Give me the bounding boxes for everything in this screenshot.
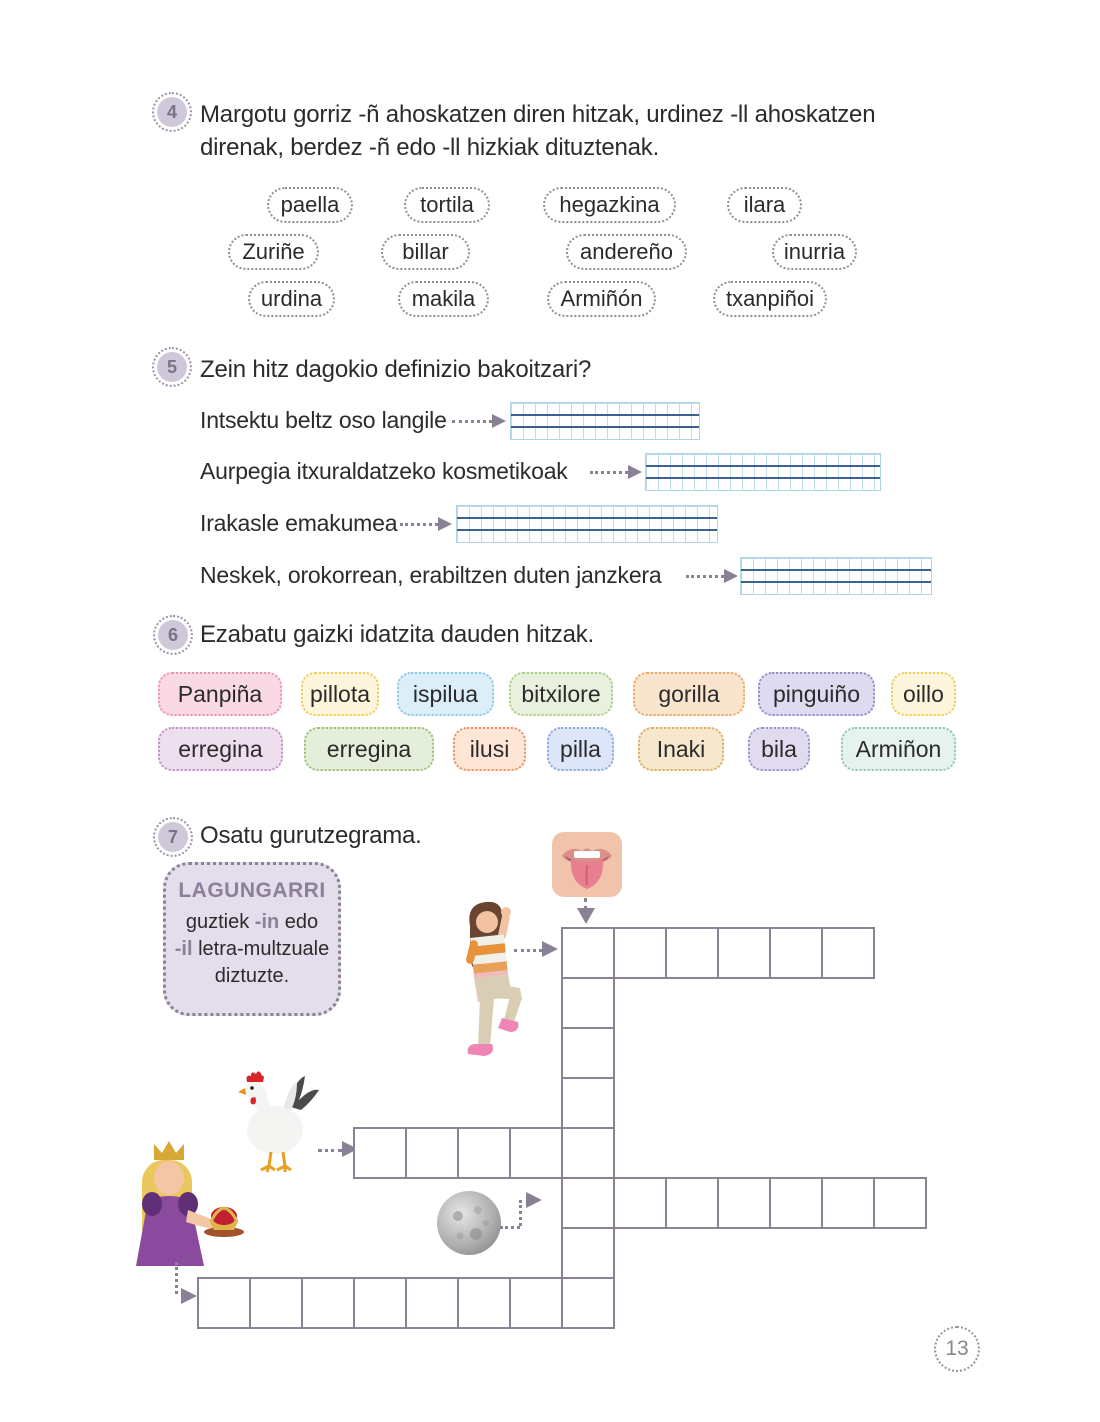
exercise-5-title: Zein hitz dagokio definizio bakoitzari? <box>200 356 592 383</box>
word-chip-ex6-4: bitxilore <box>509 672 613 716</box>
crossword-cell-moon-across-3 <box>665 1177 719 1229</box>
hen-image <box>237 1066 325 1178</box>
definition-arrow-dots-2 <box>590 471 628 474</box>
crossword-cell-moon-across-7 <box>873 1177 927 1229</box>
crossword-cell-queen-across-5 <box>405 1277 459 1329</box>
word-chip-ex6-3: ispilua <box>397 672 494 716</box>
word-chip-ex6-14: Armiñon <box>841 727 956 771</box>
crossword-cell-hen-across-2 <box>405 1127 459 1179</box>
answer-grid-4 <box>740 557 932 595</box>
moon-image <box>436 1190 502 1256</box>
moon-arrow-dots-vertical <box>519 1200 522 1226</box>
crossword-cell-moon-across-2 <box>613 1177 667 1229</box>
crossword-cell-moon-across-4 <box>717 1177 771 1229</box>
word-chip-ex6-5: gorilla <box>633 672 745 716</box>
word-chip-ex4-5: Zuriñe <box>228 234 319 270</box>
arrow-right-icon-ex5-3 <box>438 517 452 531</box>
word-chip-ex4-6: billar <box>381 234 470 270</box>
arrow-right-icon-ex5-4 <box>724 569 738 583</box>
word-chip-ex6-9: erregina <box>304 727 434 771</box>
definition-arrow-dots-3 <box>400 523 438 526</box>
crossword-cell-queen-across-3 <box>301 1277 355 1329</box>
page-number: 13 <box>934 1326 980 1372</box>
word-chip-ex6-8: erregina <box>158 727 283 771</box>
word-chip-ex6-2: pillota <box>301 672 379 716</box>
arrow-right-icon-ex5-1 <box>492 414 506 428</box>
answer-grid-3 <box>456 505 718 543</box>
crossword-cell-girl-across-5 <box>769 927 823 979</box>
word-chip-ex6-1: Panpiña <box>158 672 282 716</box>
definition-arrow-dots-1 <box>452 420 492 423</box>
crossword-cell-hen-across-5 <box>561 1127 615 1179</box>
answer-grid-2 <box>645 453 881 491</box>
crossword-cell-queen-across-7 <box>509 1277 563 1329</box>
arrow-down-icon-tongue <box>577 908 595 924</box>
crossword-cell-tongue-down-2 <box>561 977 615 1029</box>
girl-arrow-dots <box>514 949 542 952</box>
word-chip-ex4-4: ilara <box>727 187 802 223</box>
queen-arrow-dots <box>175 1262 178 1294</box>
word-chip-ex4-11: Armiñón <box>547 281 656 317</box>
word-chip-ex6-7: oillo <box>891 672 956 716</box>
exercise-6-title: Ezabatu gaizki idatzita dauden hitzak. <box>200 621 594 648</box>
helper-title: LAGUNGARRI <box>178 879 326 902</box>
crossword-cell-hen-across-4 <box>509 1127 563 1179</box>
crossword-cell-tongue-down-7 <box>561 1227 615 1279</box>
crossword-cell-moon-across-1 <box>561 1177 615 1229</box>
queen-image <box>112 1138 250 1268</box>
word-chip-ex4-10: makila <box>398 281 489 317</box>
word-chip-ex4-1: paella <box>267 187 353 223</box>
crossword-cell-moon-across-5 <box>769 1177 823 1229</box>
exercise-6-badge: 6 <box>158 620 188 650</box>
crossword-cell-girl-across-1 <box>561 927 615 979</box>
exercise-4-badge: 4 <box>157 97 187 127</box>
helper-box <box>163 862 341 1016</box>
word-chip-ex4-2: tortila <box>404 187 490 223</box>
crossword-cell-tongue-down-3 <box>561 1027 615 1079</box>
crossword-cell-moon-across-6 <box>821 1177 875 1229</box>
arrow-right-icon-girl <box>542 941 558 957</box>
tongue-image <box>552 832 622 897</box>
exercise-4-title-line2: direnak, berdez -ñ edo -ll hizkiak dituztenak. <box>200 134 660 161</box>
word-chip-ex6-12: Inaki <box>638 727 724 771</box>
word-chip-ex6-6: pinguiño <box>758 672 875 716</box>
word-chip-ex4-9: urdina <box>248 281 335 317</box>
definition-text-3: Irakasle emakumea <box>200 510 398 536</box>
definition-text-2: Aurpegia itxuraldatzeko kosmetikoak <box>200 458 568 484</box>
crossword-cell-queen-across-8 <box>561 1277 615 1329</box>
word-chip-ex6-11: pilla <box>547 727 614 771</box>
crossword-cell-queen-across-4 <box>353 1277 407 1329</box>
exercise-4-title-line1: Margotu gorriz -ñ ahoskatzen diren hitzak, urdinez -ll ahoskatzen <box>200 101 876 128</box>
moon-arrow-dots-horizontal <box>500 1226 520 1229</box>
crossword-cell-girl-across-2 <box>613 927 667 979</box>
hen-arrow-dots <box>318 1149 342 1152</box>
crossword-cell-hen-across-1 <box>353 1127 407 1179</box>
crossword-cell-queen-across-2 <box>249 1277 303 1329</box>
arrow-right-icon-moon <box>526 1192 542 1208</box>
definition-arrow-dots-4 <box>686 575 724 578</box>
answer-grid-1 <box>510 402 700 440</box>
crossword-cell-queen-across-6 <box>457 1277 511 1329</box>
arrow-right-icon-ex5-2 <box>628 465 642 479</box>
crossword-cell-queen-across-1 <box>197 1277 251 1329</box>
crossword-cell-hen-across-3 <box>457 1127 511 1179</box>
crossword-cell-tongue-down-4 <box>561 1077 615 1129</box>
word-chip-ex4-12: txanpiñoi <box>713 281 827 317</box>
helper-text: guztiek -in edo -il letra-multzuale diztuzte. <box>174 911 330 987</box>
crossword-cell-girl-across-6 <box>821 927 875 979</box>
word-chip-ex4-8: inurria <box>772 234 857 270</box>
definition-text-1: Intsektu beltz oso langile <box>200 407 447 433</box>
word-chip-ex6-10: ilusi <box>453 727 526 771</box>
climbing-girl-image <box>450 896 545 1066</box>
word-chip-ex4-7: andereño <box>566 234 687 270</box>
definition-text-4: Neskek, orokorrean, erabiltzen duten janzkera <box>200 562 662 588</box>
exercise-7-badge: 7 <box>158 822 188 852</box>
word-chip-ex6-13: bila <box>748 727 810 771</box>
arrow-right-icon-queen <box>181 1288 197 1304</box>
word-chip-ex4-3: hegazkina <box>543 187 676 223</box>
crossword-cell-girl-across-4 <box>717 927 771 979</box>
crossword-cell-girl-across-3 <box>665 927 719 979</box>
exercise-7-title: Osatu gurutzegrama. <box>200 822 422 849</box>
exercise-5-badge: 5 <box>157 352 187 382</box>
